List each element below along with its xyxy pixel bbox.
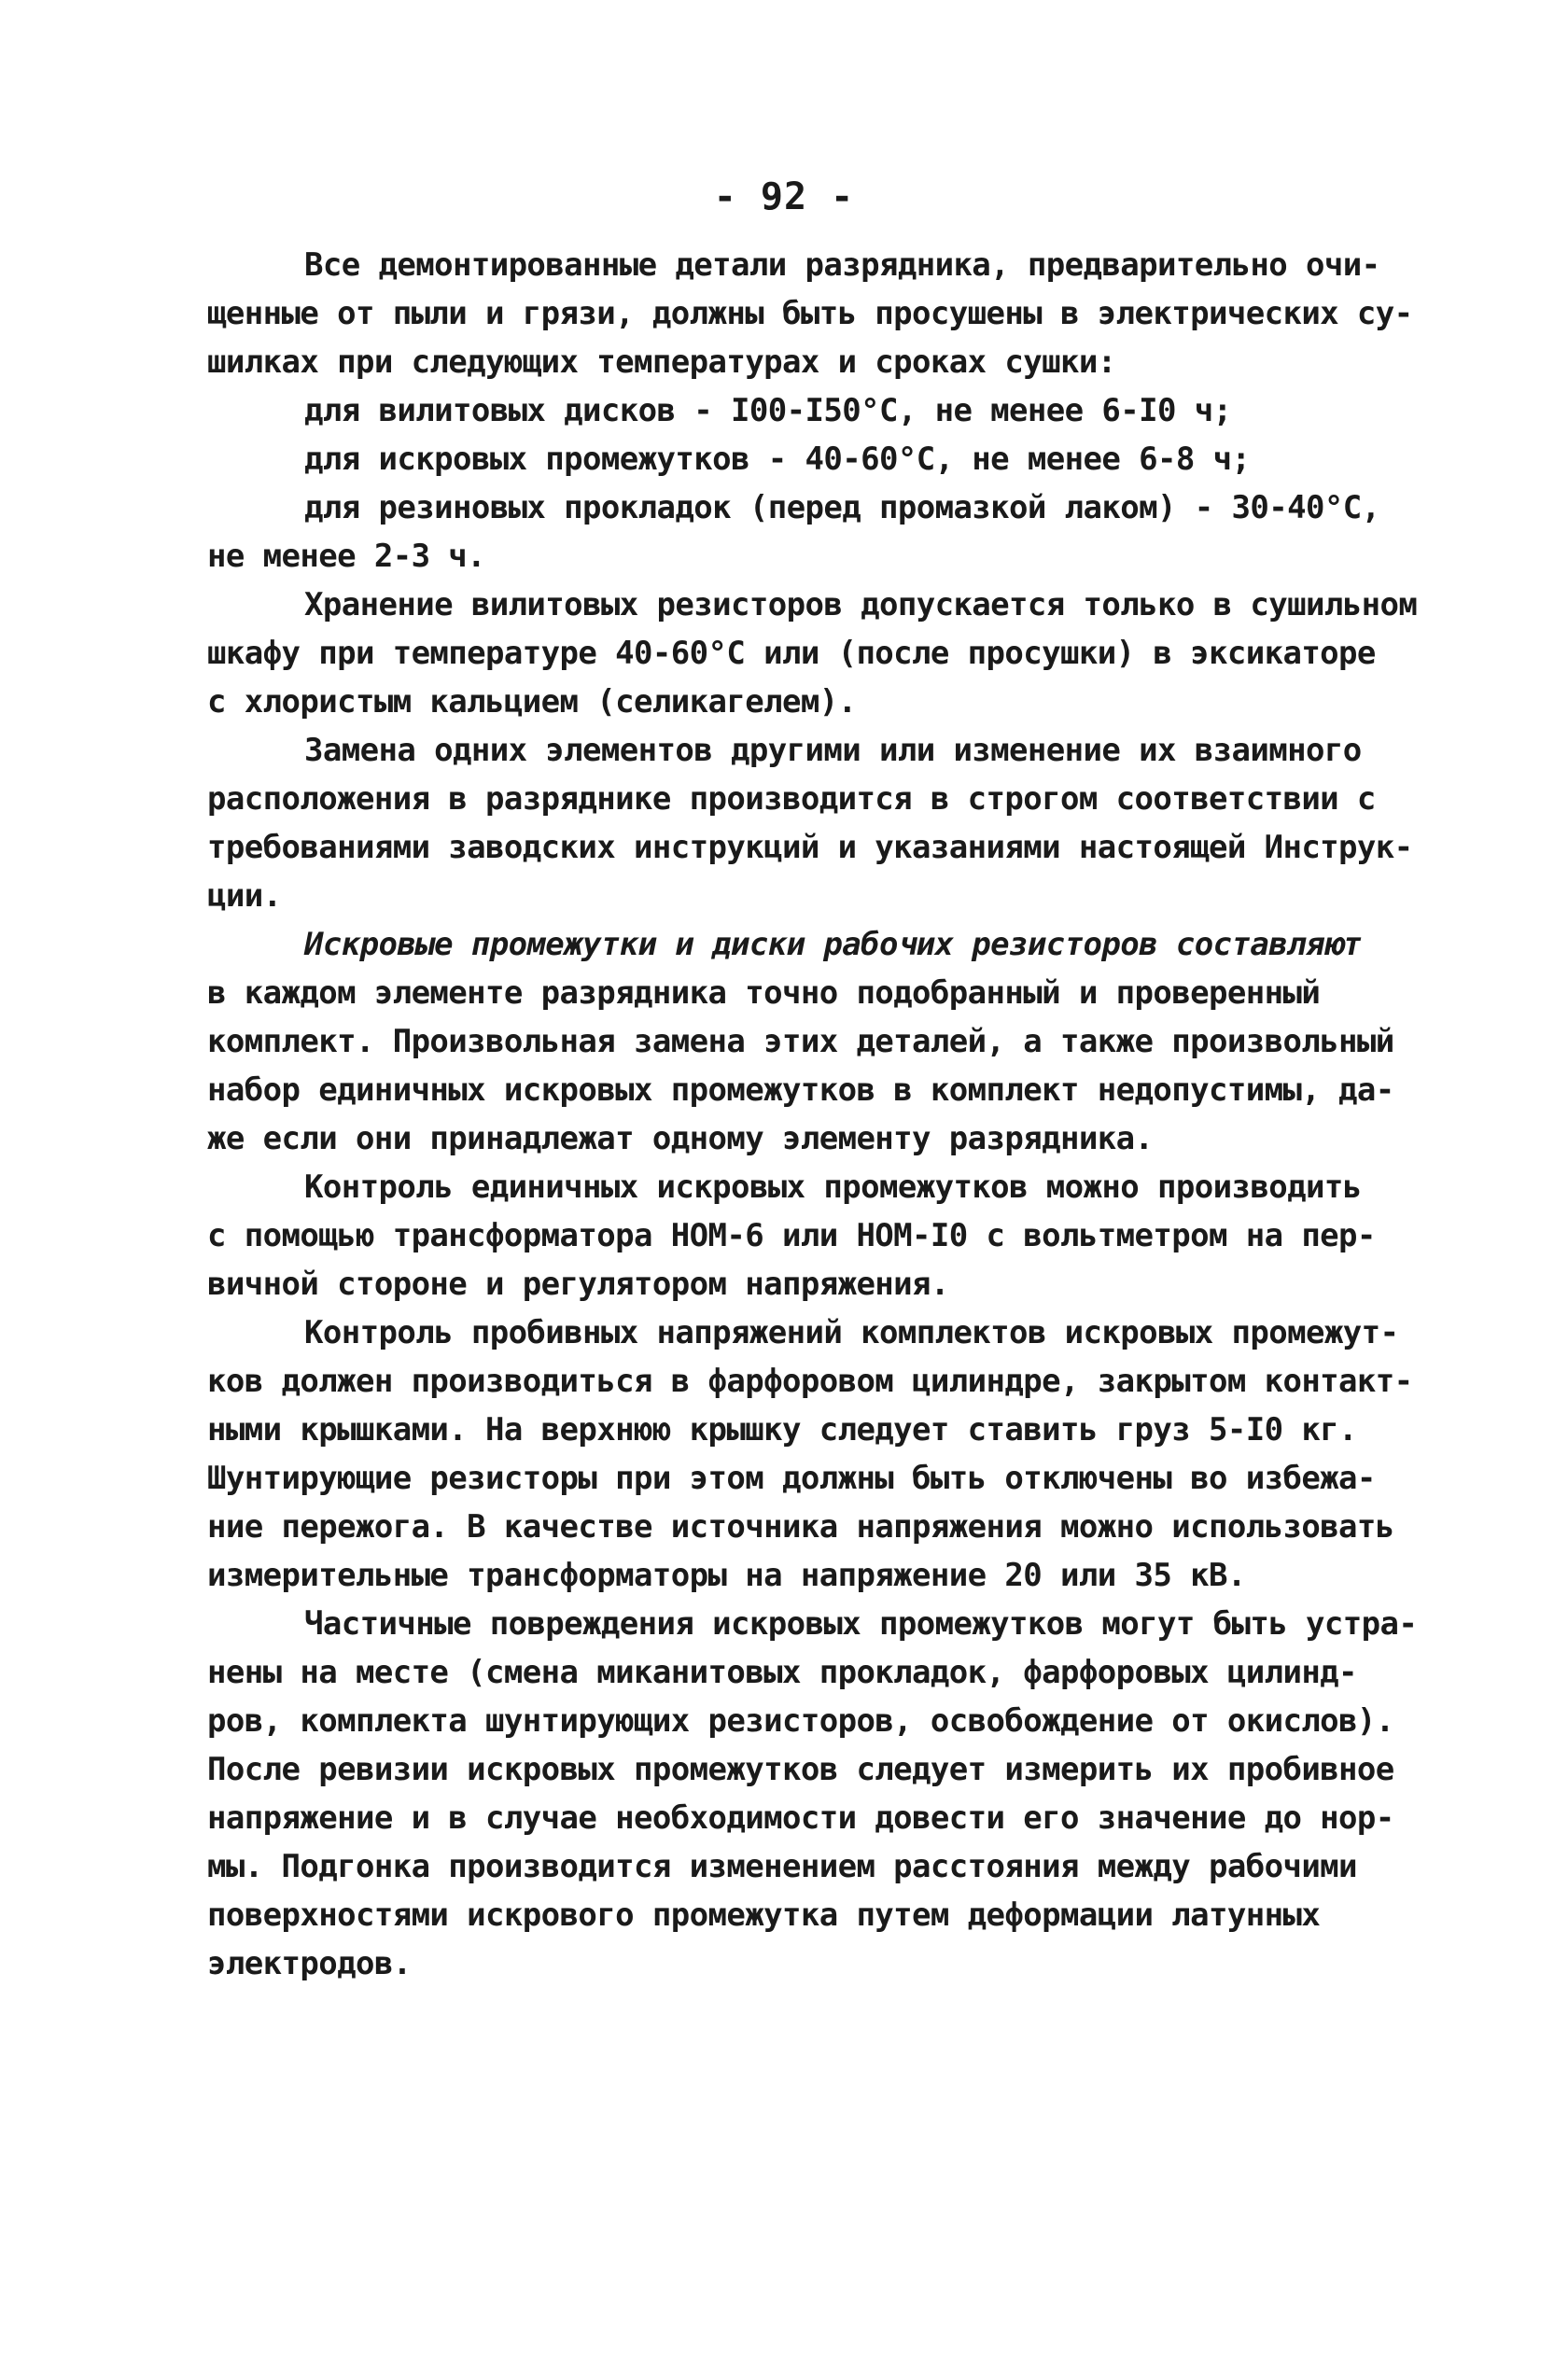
text-line: требованиями заводских инструкций и указаниями настоящей Инструк- [207, 829, 1413, 866]
text-line: в каждом элементе разрядника точно подобранный и проверенный [207, 974, 1321, 1012]
text-line: Частичные повреждения искровых промежутков могут быть устра- [304, 1605, 1418, 1643]
text-line: щенные от пыли и грязи, должны быть просушены в электрических су- [207, 295, 1413, 332]
text-line: Хранение вилитовых резисторов допускается только в сушильном [304, 586, 1418, 623]
text-line: для резиновых прокладок (перед промазкой лаком) - 30-40°С, [304, 489, 1380, 526]
text-line: вичной стороне и регулятором напряжения. [207, 1266, 949, 1303]
paragraph [207, 581, 1467, 726]
text-line: нены на месте (смена миканитовых прокладок, фарфоровых цилинд- [207, 1654, 1357, 1691]
text-line: комплект. Произвольная замена этих деталей, а также произвольный [207, 1023, 1394, 1060]
text-line: напряжение и в случае необходимости довести его значение до нор- [207, 1799, 1394, 1837]
text-line: Замена одних элементов другими или изменение их взаимного [304, 732, 1362, 769]
text-line: поверхностями искрового промежутка путем деформации латунных [207, 1896, 1321, 1934]
paragraph [207, 1163, 1467, 1308]
text-line: ков должен производиться в фарфоровом цилиндре, закрытом контакт- [207, 1363, 1413, 1400]
paragraph [207, 920, 1467, 1163]
text-line: измерительные трансформаторы на напряжение 20 или 35 кВ. [207, 1557, 1246, 1594]
paragraph [207, 435, 1467, 483]
text-line: электродов. [207, 1945, 412, 1982]
text-line: Контроль пробивных напряжений комплектов искровых промежут- [304, 1314, 1399, 1351]
paragraph [207, 1600, 1467, 1988]
text-line: ние пережога. В качестве источника напряжения можно использовать [207, 1508, 1394, 1546]
text-line: с хлористым кальцием (селикагелем). [207, 683, 857, 721]
text-line: шилках при следующих температурах и сроках сушки: [207, 343, 1116, 381]
text-line: Контроль единичных искровых промежутков можно производить [304, 1169, 1362, 1206]
document-body [207, 241, 1467, 1988]
text-line: ров, комплекта шунтирующих резисторов, освобождение от окислов). [207, 1702, 1394, 1740]
text-line: мы. Подгонка производится изменением расстояния между рабочими [207, 1848, 1357, 1885]
text-line: же если они принадлежат одному элементу разрядника. [207, 1120, 1154, 1157]
paragraph [207, 726, 1467, 920]
text-line: ции. [207, 877, 282, 915]
text-line: с помощью трансформатора НОМ-6 или НОМ-I0 с вольтметром на пер- [207, 1217, 1376, 1254]
text-line: Все демонтированные детали разрядника, предварительно очи- [304, 246, 1380, 284]
text-line: ными крышками. На верхнюю крышку следует ставить груз 5-I0 кг. [207, 1411, 1357, 1448]
paragraph [207, 386, 1467, 435]
italic-lead-line: Искровые промежутки и диски рабочих резисторов составляют [304, 926, 1362, 963]
page-number: - 92 - [713, 175, 855, 218]
paragraph [207, 483, 1467, 581]
paragraph [207, 241, 1467, 386]
text-line: набор единичных искровых промежутков в комплект недопустимы, да- [207, 1071, 1394, 1109]
text-line: для вилитовых дисков - I00-I50°С, не менее 6-I0 ч; [304, 392, 1232, 429]
text-line: расположения в разряднике производится в строгом соответствии с [207, 780, 1376, 818]
text-line: шкафу при температуре 40-60°С или (после просушки) в эксикаторе [207, 635, 1376, 672]
text-line: Шунтирующие резисторы при этом должны быть отключены во избежа- [207, 1460, 1376, 1497]
text-line: для искровых промежутков - 40-60°С, не менее 6-8 ч; [304, 441, 1251, 478]
paragraph [207, 1308, 1467, 1600]
text-line: После ревизии искровых промежутков следует измерить их пробивное [207, 1751, 1394, 1788]
text-line: не менее 2-3 ч. [207, 538, 486, 575]
